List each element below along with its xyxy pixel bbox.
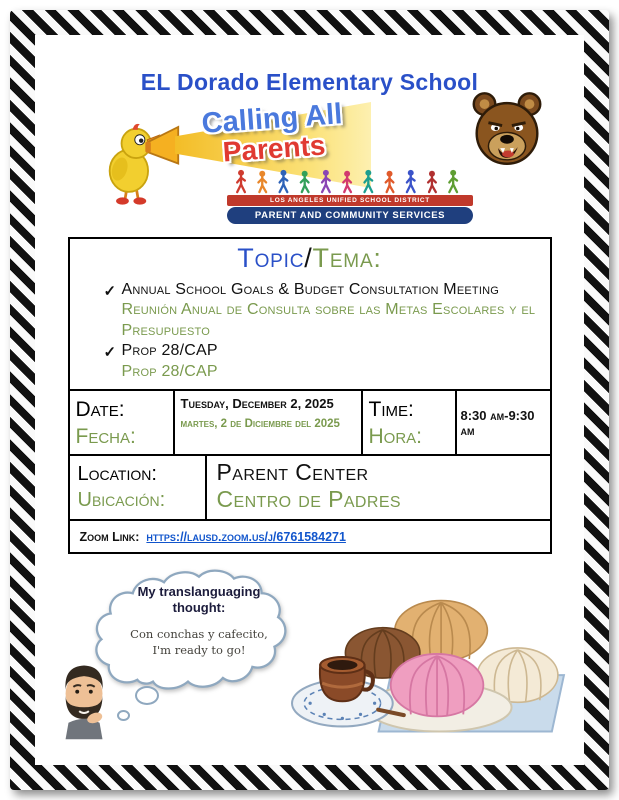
zoom-link-row bbox=[70, 521, 550, 552]
date-label-es: Fecha: bbox=[75, 425, 136, 449]
avatar bbox=[51, 656, 119, 740]
location-label-cell bbox=[70, 456, 207, 521]
chick-megaphone-icon bbox=[91, 116, 185, 212]
zoom-link[interactable]: https://lausd.zoom.us/j/6761584271 bbox=[146, 529, 346, 544]
bear-mascot-icon bbox=[463, 88, 551, 172]
time-value-cell bbox=[457, 391, 550, 456]
time-label-es: Hora: bbox=[368, 425, 423, 449]
list-item bbox=[104, 280, 540, 300]
location-label: Location: bbox=[77, 463, 157, 485]
conchas-coffee-image bbox=[290, 578, 572, 750]
info-table bbox=[68, 237, 552, 554]
thought-bubble bbox=[85, 562, 313, 700]
thought-line1: Con conchas y cafecito, bbox=[130, 626, 268, 641]
topic-heading-en: Topic bbox=[237, 243, 305, 273]
topic-heading-separator: / bbox=[304, 243, 313, 273]
location-value: Parent Center bbox=[216, 459, 369, 485]
topic-list bbox=[104, 280, 540, 382]
page-title: EL Dorado Elementary School bbox=[140, 69, 479, 95]
date-label: Date: bbox=[75, 398, 125, 421]
zoom-link-label: Zoom Link: bbox=[79, 529, 140, 544]
list-item bbox=[104, 362, 540, 382]
bottom-collage bbox=[35, 554, 584, 762]
topic-item-en: Annual School Goals & Budget Consultation Meeting bbox=[121, 281, 499, 298]
people-silhouettes-icon bbox=[227, 168, 473, 195]
topic-item-es: Reunión Anual de Consulta sobre las Metas Escolares y el Presupuesto bbox=[121, 301, 536, 339]
services-banner: PARENT AND COMMUNITY SERVICES bbox=[227, 207, 473, 224]
topic-item-en: Prop 28/CAP bbox=[121, 342, 218, 360]
topic-section bbox=[70, 239, 550, 391]
date-value: Tuesday, December 2, 2025 bbox=[180, 396, 334, 411]
thought-text bbox=[85, 562, 313, 700]
time-label: Time: bbox=[368, 398, 414, 421]
time-label-cell bbox=[363, 391, 457, 456]
thought-tail-bubble bbox=[135, 686, 159, 705]
list-item bbox=[104, 300, 540, 341]
district-banner: LOS ANGELES UNIFIED SCHOOL DISTRICT bbox=[227, 195, 473, 206]
date-label-cell bbox=[70, 391, 175, 456]
check-icon: ✓ bbox=[103, 283, 117, 300]
lausd-banner bbox=[227, 168, 473, 224]
location-value-es: Centro de Padres bbox=[216, 486, 401, 512]
time-value: 8:30 am-9:30 am bbox=[460, 407, 535, 438]
date-value-es: martes, 2 de Diciembre del 2025 bbox=[180, 418, 340, 430]
topic-item-es: Prop 28/CAP bbox=[121, 362, 218, 380]
zigzag-border bbox=[10, 10, 609, 790]
check-icon: ✓ bbox=[103, 344, 117, 362]
location-label-es: Ubicación: bbox=[77, 489, 166, 511]
list-item bbox=[104, 341, 540, 361]
calling-all-label: Calling All bbox=[200, 98, 344, 140]
topic-heading-es: Tema: bbox=[312, 243, 382, 273]
topic-heading bbox=[80, 243, 540, 274]
hero-graphic bbox=[35, 96, 584, 232]
parents-label: Parents bbox=[221, 129, 327, 168]
thought-title: My translanguaging thought: bbox=[137, 584, 261, 616]
flyer-content bbox=[35, 35, 584, 765]
location-value-cell bbox=[207, 456, 550, 521]
thought-line2: I'm ready to go! bbox=[152, 643, 246, 658]
date-value-cell bbox=[175, 391, 363, 456]
